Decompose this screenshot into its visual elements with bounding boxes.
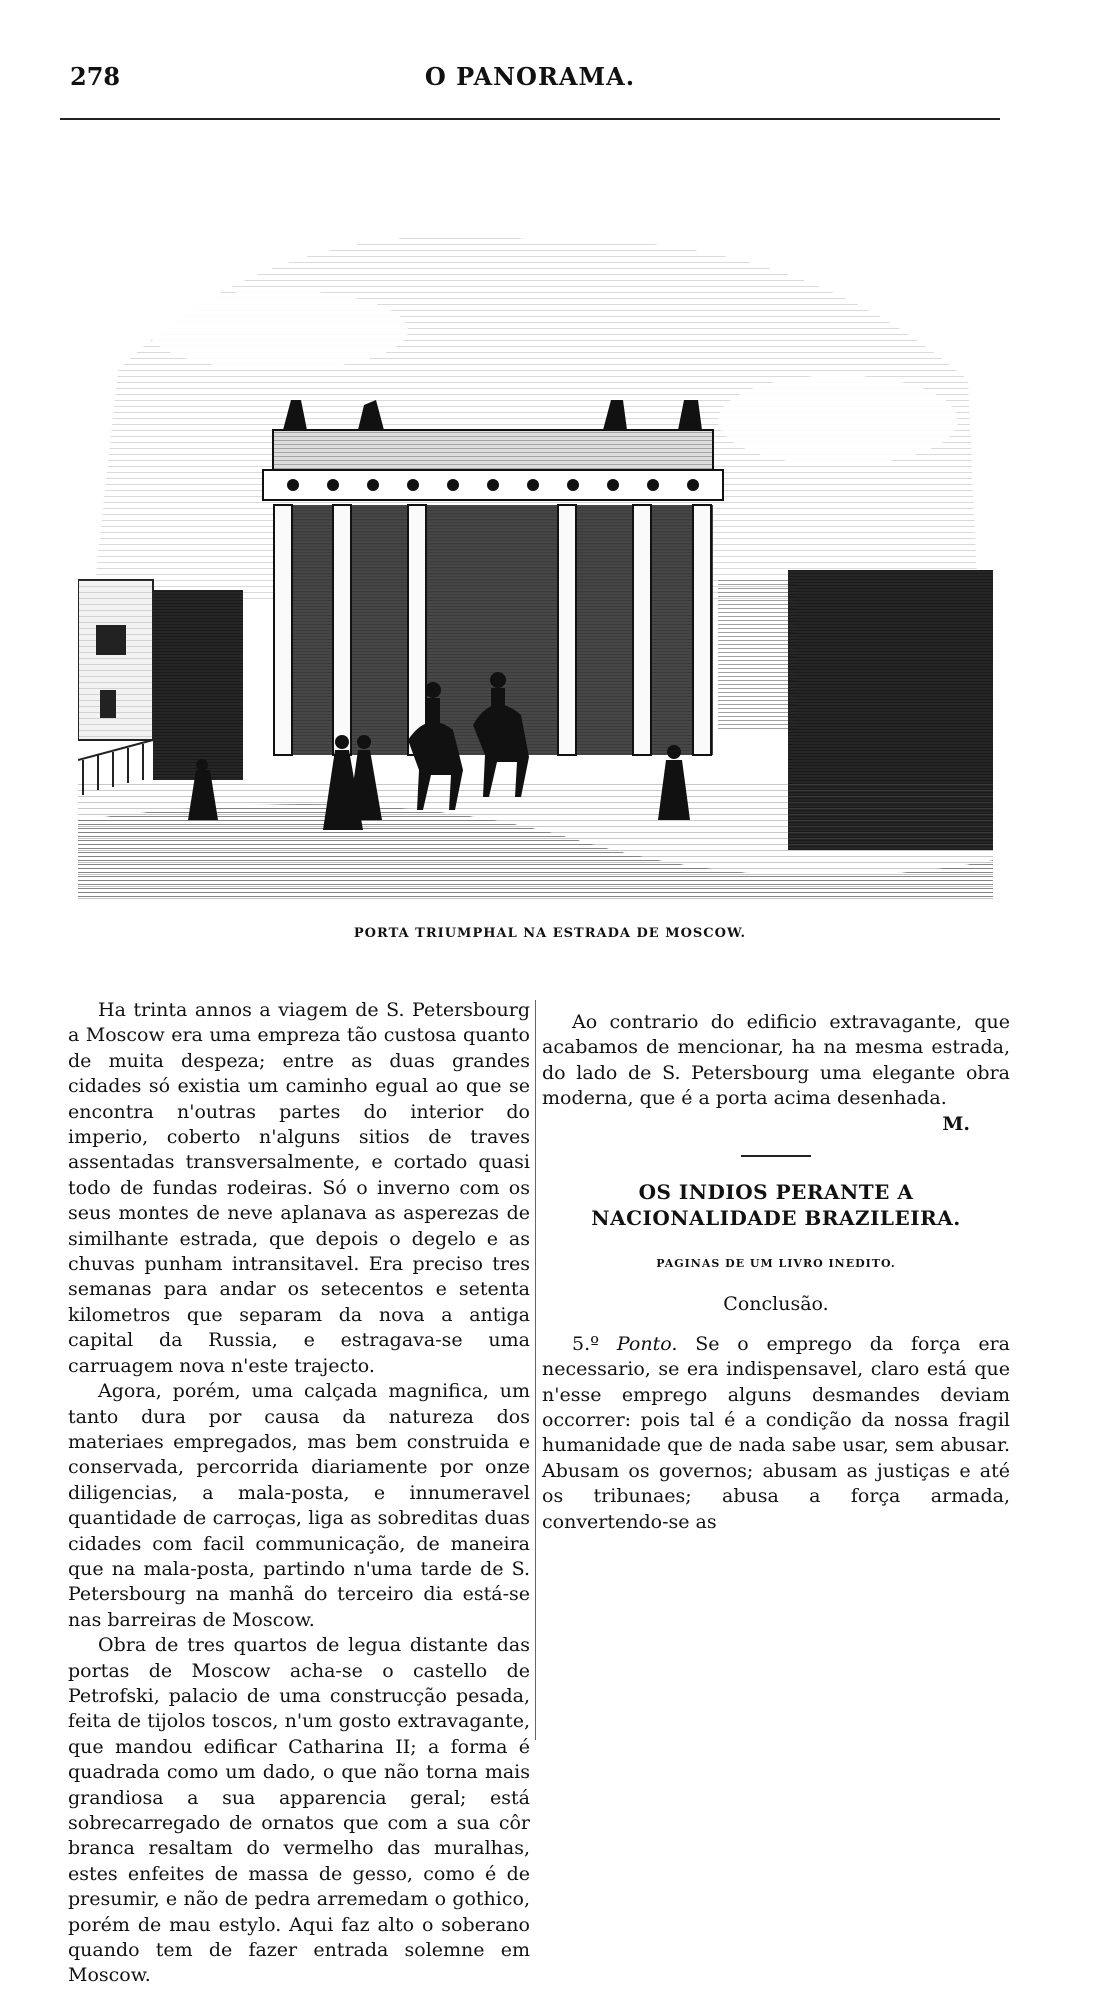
section-rule bbox=[741, 1155, 811, 1157]
triumphal-gate-engraving bbox=[78, 220, 993, 900]
window bbox=[100, 690, 116, 718]
right-column bbox=[542, 1010, 1010, 1535]
column-divider bbox=[535, 1000, 536, 1740]
window bbox=[96, 625, 126, 655]
running-title: O PANORAMA. bbox=[424, 62, 636, 91]
page-number: 278 bbox=[70, 62, 121, 91]
page-header bbox=[60, 58, 1000, 98]
cloud bbox=[718, 375, 958, 465]
cloud bbox=[148, 290, 408, 370]
point-number: 5.º bbox=[572, 1332, 600, 1355]
paragraph bbox=[542, 1332, 1010, 1535]
illustration-caption: PORTA TRIUMPHAL NA ESTRADA DE MOSCOW. bbox=[353, 926, 747, 941]
point-text: Se o emprego da força era necessario, se era indispensavel, claro está que n'esse emprego alguns desmandes deviam occorrer: pois tal é a condição da nossa fragil humanidade que de nada sabe usar, sem abusar. Abusam os governos; abusam as justiças e até os tribunaes; abusa a força armada, convertendo-se as bbox=[542, 1332, 1011, 1533]
left-column bbox=[68, 998, 530, 1989]
paragraph: Agora, porém, uma calçada magnifica, um tanto dura por causa da natureza dos materiaes empregados, mas bem construida e conservada, percorrida diariamente por onze diligencias, a mala-posta, e innumeravel quantidade de carroças, liga as sobreditas duas cidades com facil communicação, de maneira que na mala-posta, partindo n'uma tarde de S. Petersbourg na manhã do terceiro dia está-se nas barreiras de Moscow. bbox=[68, 1380, 530, 1631]
article-subtitle: PAGINAS DE UM LIVRO INEDITO. bbox=[656, 1257, 896, 1271]
dark-wall bbox=[153, 590, 243, 780]
section-heading: Conclusão. bbox=[723, 1293, 829, 1316]
paragraph: Ha trinta annos a viagem de S. Petersbourg a Moscow era uma empreza tão custosa quanto de muita despeza; entre as duas grandes cidades só existia um caminho egual ao que se encontra n'outras partes do interior do imperio, coberto n'alguns sitios de traves assentadas transversalmente, e cortado quasi todo de fundas rodeiras. Só o inverno com os seus montes de neve aplanava as asperezas de similhante estrada, que depois o degelo e as chuvas punham intransitavel. Era preciso tres semanas para andar os setecentos e setenta kilometros que separam da nova a antiga capital da Russia, e estragava-se uma carruagem nova n'este trajecto. bbox=[68, 999, 530, 1377]
paragraph: Ao contrario do edificio extravagante, que acabamos de mencionar, ha na mesma estrada, do lado de S. Petersbourg uma elegante obra moderna, que é a porta acima desenhada. bbox=[542, 1011, 1010, 1110]
article-signature: M. bbox=[942, 1112, 970, 1135]
point-label: Ponto. bbox=[616, 1332, 678, 1355]
header-rule bbox=[60, 118, 1000, 120]
article-title: OS INDIOS PERANTE A NACIONALIDADE BRAZILEIRA. bbox=[591, 1180, 961, 1231]
paragraph: Obra de tres quartos de legua distante das portas de Moscow acha-se o castello de Petrofski, palacio de uma construcção pesada, feita de tijolos toscos, n'um gosto extravagante, que mandou edificar Catharina II; a forma é quadrada como um dado, o que não torna mais grandiosa a sua apparencia geral; está sobrecarregado de ornatos que com a sua côr branca resaltam do vermelho das muralhas, estes enfeites de massa de gesso, como é de presumir, e não de pedra arremedam o gothico, porém de mau estylo. Aqui faz alto o soberano quando tem de fazer entrada solemne em Moscow. bbox=[68, 1634, 530, 1987]
